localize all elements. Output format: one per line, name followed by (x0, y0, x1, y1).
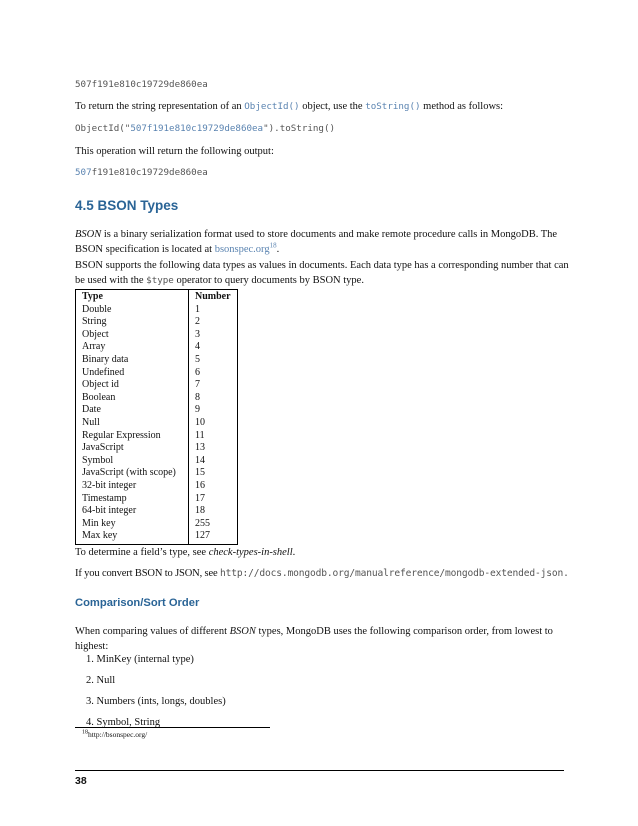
supports-text-before: be used with the (75, 275, 147, 286)
type-cell: Max key (76, 530, 189, 544)
objectid-inline-code: ObjectId() (244, 101, 300, 112)
bson-desc-end: . (276, 244, 280, 255)
type-cell: Timestamp (76, 493, 189, 506)
tostring-code-line (75, 121, 335, 136)
number-cell: 127 (195, 530, 210, 542)
bson-desc-line2: BSON specification is located at (75, 244, 215, 255)
footer-divider (75, 770, 564, 771)
footnote-divider (75, 727, 270, 728)
table-body (76, 304, 238, 545)
number-cell: 255 (195, 517, 210, 529)
type-cell: Object id (76, 379, 189, 392)
type-cell: 64-bit integer (76, 505, 189, 518)
type-cell: Null (76, 417, 189, 430)
footnote-number: 18 (82, 729, 88, 736)
type-cell: Array (76, 341, 189, 354)
field-type-end: . (292, 547, 296, 558)
objectid-code-line: 507f191e810c19729de860ea (75, 79, 208, 90)
number-cell: 18 (195, 505, 205, 517)
table-row (76, 518, 238, 531)
header-number: Number (195, 291, 231, 302)
convert-text: If you convert BSON to JSON, see (75, 568, 220, 579)
table-row (76, 392, 238, 405)
type-cell: 32-bit integer (76, 480, 189, 493)
number-cell: 6 (195, 366, 200, 378)
output-code-line (75, 165, 208, 180)
code-string-literal: 507f191e810c19729de860ea (130, 123, 264, 134)
compare-text-before: When comparing values of different (75, 626, 230, 637)
compare-paragraph-line1 (75, 624, 553, 639)
number-cell: 7 (195, 379, 200, 391)
number-cell: 16 (195, 479, 205, 491)
code-suffix: ").toString() (263, 123, 336, 134)
output-code-number: 507 (75, 167, 92, 178)
footnote-url[interactable]: http://bsonspec.org/ (88, 730, 148, 739)
bson-paragraph-line1 (75, 227, 557, 242)
number-cell: 9 (195, 404, 200, 416)
table-row (76, 430, 238, 443)
comparison-order-list (86, 652, 226, 736)
table-row (76, 480, 238, 493)
number-cell: 4 (195, 341, 200, 353)
number-cell: 14 (195, 454, 205, 466)
code-prefix: ObjectId(" (75, 123, 131, 134)
number-cell: 15 (195, 467, 205, 479)
list-item: 2. Null (86, 675, 116, 686)
output-paragraph: This operation will return the following output: (75, 146, 274, 157)
list-item: 3. Numbers (ints, longs, doubles) (86, 696, 226, 707)
supports-paragraph-line2 (75, 273, 364, 288)
compare-text-after: types, MongoDB uses the following comparison order, from lowest to (255, 626, 553, 637)
table-row (76, 530, 238, 544)
section-title: 4.5 BSON Types (75, 198, 179, 213)
table-row (76, 367, 238, 380)
table-row (76, 442, 238, 455)
bsonspec-link[interactable]: bsonspec.org (214, 244, 270, 255)
number-cell: 2 (195, 316, 200, 328)
type-cell: Undefined (76, 367, 189, 380)
type-cell: String (76, 316, 189, 329)
type-cell: Boolean (76, 392, 189, 405)
table-row (76, 304, 238, 317)
type-cell: Binary data (76, 354, 189, 367)
header-type: Type (76, 290, 189, 304)
number-cell: 11 (195, 429, 205, 441)
table-row (76, 467, 238, 480)
check-types-ref[interactable]: check-types-in-shell (208, 547, 293, 558)
number-cell: 17 (195, 492, 205, 504)
footnote-ref[interactable]: 18 (269, 241, 277, 250)
convert-paragraph (75, 566, 569, 581)
table-row (76, 379, 238, 392)
field-type-paragraph (75, 545, 295, 560)
type-cell: JavaScript (with scope) (76, 467, 189, 480)
table-row (76, 354, 238, 367)
table-row (76, 329, 238, 342)
tostring-text-after: method as follows: (420, 101, 504, 112)
number-cell: 5 (195, 353, 200, 365)
type-cell: Object (76, 329, 189, 342)
bson-types-table (75, 289, 238, 545)
supports-paragraph-line1: BSON supports the following data types as values in documents. Each data type has a corresponding number that can (75, 260, 569, 271)
type-cell: Symbol (76, 455, 189, 468)
list-item: 4. Symbol, String (86, 717, 161, 728)
number-cell: 10 (195, 416, 205, 428)
table-header-row (76, 290, 238, 304)
number-cell: 3 (195, 328, 200, 340)
type-operator-code: $type (146, 275, 174, 286)
table-row (76, 404, 238, 417)
tostring-paragraph (75, 99, 503, 114)
tostring-text-middle: object, use the (299, 101, 366, 112)
compare-bson-term: BSON (229, 626, 256, 637)
supports-text-after: operator to query documents by BSON type. (173, 275, 364, 286)
type-cell: Min key (76, 518, 189, 531)
number-cell: 8 (195, 391, 200, 403)
type-cell: Double (76, 304, 189, 317)
table-row (76, 417, 238, 430)
type-cell: Date (76, 404, 189, 417)
subsection-title: Comparison/Sort Order (75, 597, 200, 609)
page-number: 38 (75, 775, 87, 787)
type-cell: JavaScript (76, 442, 189, 455)
bson-desc-line1: is a binary serialization format used to store documents and make remote procedure calls in MongoDB. The (101, 229, 558, 240)
field-type-text: To determine a field’s type, see (75, 547, 209, 558)
tostring-text-before: To return the string representation of an (75, 101, 245, 112)
tostring-inline-code: toString() (365, 101, 421, 112)
number-cell: 13 (195, 442, 205, 454)
output-code-rest: f191e810c19729de860ea (91, 167, 208, 178)
footnote (82, 730, 147, 740)
table-row (76, 341, 238, 354)
number-cell: 1 (195, 303, 200, 315)
compare-paragraph-line2: highest: (75, 641, 109, 652)
bson-paragraph-line2 (75, 242, 279, 257)
extended-json-url: http://docs.mongodb.org/manualreference/mongodb-extended-json. (219, 568, 569, 579)
table-row (76, 455, 238, 468)
table-row (76, 316, 238, 329)
type-cell: Regular Expression (76, 430, 189, 443)
list-item: 1. MinKey (internal type) (86, 654, 194, 665)
table-row (76, 493, 238, 506)
bson-term: BSON (75, 229, 102, 240)
table-row (76, 505, 238, 518)
